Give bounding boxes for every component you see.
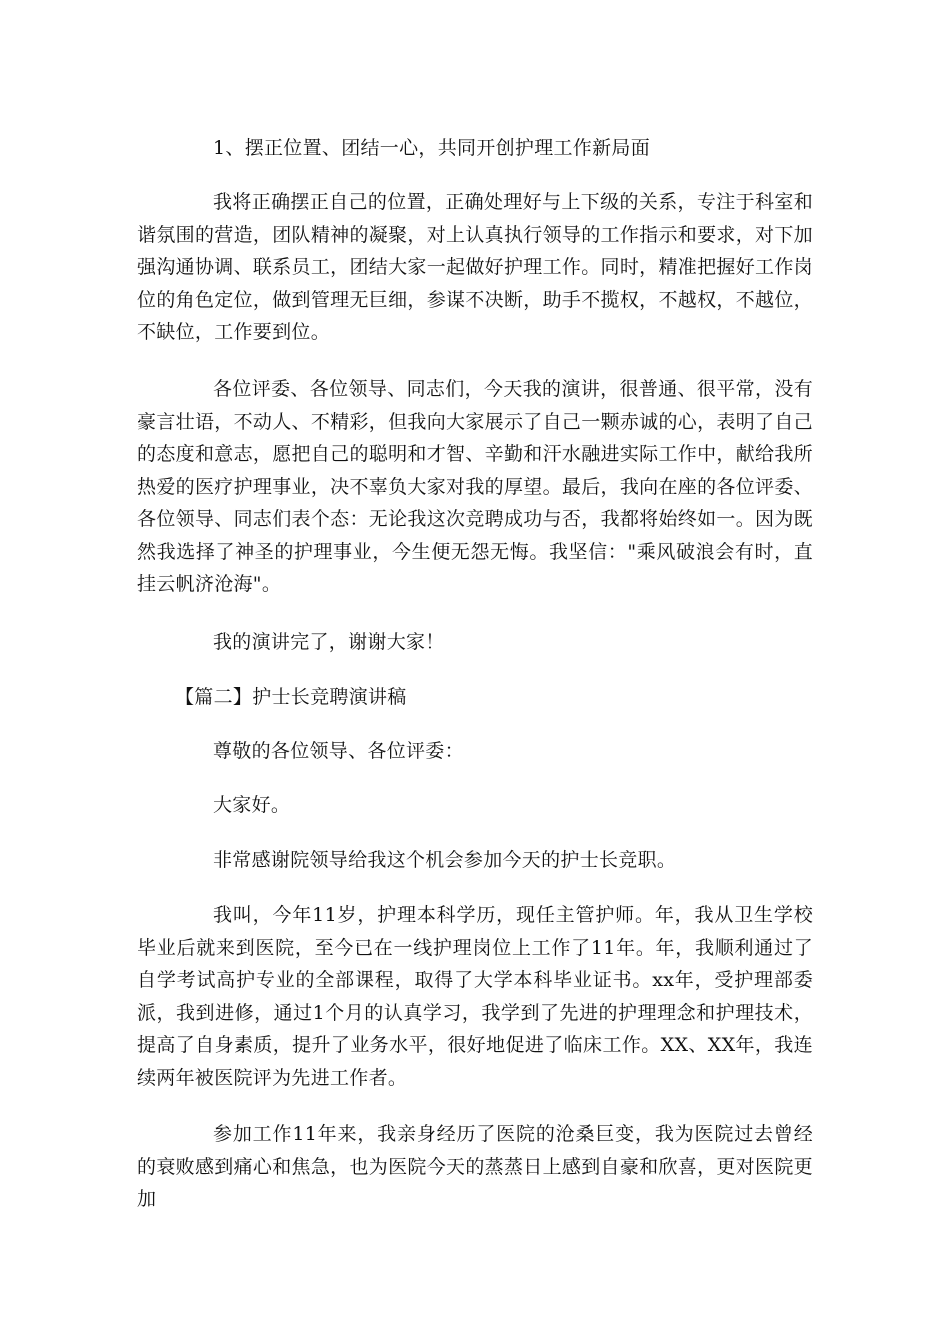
paragraph-gratitude: 非常感谢院领导给我这个机会参加今天的护士长竞职。	[213, 849, 677, 871]
paragraph-thanks: 我的演讲完了，谢谢大家！	[213, 631, 445, 653]
section-heading: 1、摆正位置、团结一心，共同开创护理工作新局面	[213, 137, 650, 159]
paragraph-experience: 参加工作11年来，我亲身经历了医院的沧桑巨变，我为医院过去曾经的衰败感到痛心和焦急，也为医院今天的蒸蒸日上感到自豪和欣喜，更对医院更加	[137, 1123, 813, 1210]
greeting: 大家好。	[213, 794, 291, 816]
paragraph-position: 我将正确摆正自己的位置，正确处理好与上下级的关系，专注于科室和谐氛围的营造，团队精神的凝聚，对上认真执行领导的工作指示和要求，对下加强沟通协调、联系员工，团结大家一起做好护理工作。同时，精准把握好工作岗位的角色定位，做到管理无巨细，参谋不决断，助手不揽权，不越权，不越位，不缺位，工作要到位。	[137, 191, 813, 343]
salutation: 尊敬的各位领导、各位评委：	[213, 740, 464, 762]
paragraph-self-introduction: 我叫，今年11岁，护理本科学历，现任主管护师。年，我从卫生学校毕业后就来到医院，至今已在一线护理岗位上工作了11年。年，我顺利通过了自学考试高护专业的全部课程，取得了大学本科毕业证书。xx年，受护理部委派，我到进修，通过1个月的认真学习，我学到了先进的护理理念和护理技术，提高了自身素质，提升了业务水平，很好地促进了临床工作。XX、XX年，我连续两年被医院评为先进工作者。	[137, 904, 813, 1089]
part-two-title: 【篇二】护士长竞聘演讲稿	[175, 686, 407, 708]
paragraph-closing-remarks: 各位评委、各位领导、同志们，今天我的演讲，很普通、很平常，没有豪言壮语，不动人、不精彩，但我向大家展示了自己一颗赤诚的心，表明了自己的态度和意志，愿把自己的聪明和才智、辛勤和汗水融进实际工作中，献给我所热爱的医疗护理事业，决不辜负大家对我的厚望。最后，我向在座的各位评委、各位领导、同志们表个态：无论我这次竞聘成功与否，我都将始终如一。因为既然我选择了神圣的护理事业，今生便无怨无悔。我坚信："乘风破浪会有时，直挂云帆济沧海"。	[137, 378, 813, 595]
